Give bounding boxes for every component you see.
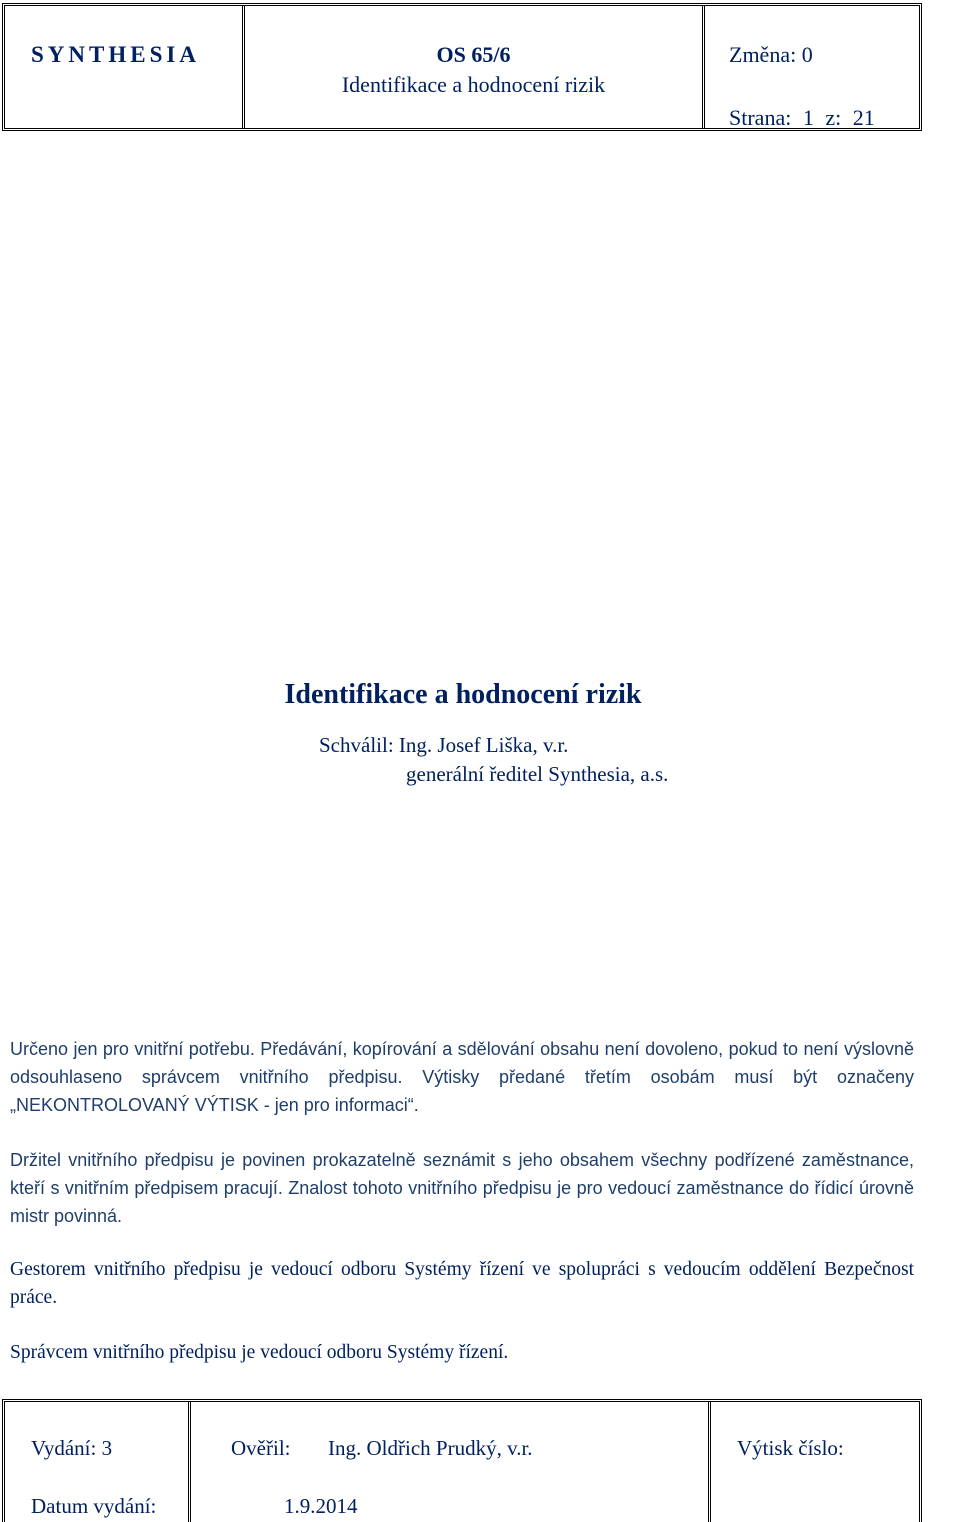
footer-verification-cell <box>191 1402 711 1522</box>
document-footer <box>2 1399 922 1522</box>
holder-duty-paragraph: Držitel vnitřního předpisu je povinen prokazatelně seznámit s jeho obsahem všechny podřízené zaměstnance, kteří s vnitřním předpisem pracují. Znalost tohoto vnitřního předpisu je pro vedoucí zaměstnance do řídicí úrovně mistr povinná. <box>10 1150 914 1226</box>
administrator-paragraph: Správcem vnitřního předpisu je vedoucí odboru Systémy řízení. <box>10 1342 509 1363</box>
usage-notice-paragraph: Určeno jen pro vnitřní potřebu. Předávání, kopírování a sdělování obsahu není dovoleno, pokud to není výslovně odsouhlaseno správcem vnitřního předpisu. Výtisky předané třetím osobám musí být označeny „NEKONTROLOVANÝ VÝTISK - jen pro informaci“. <box>10 1039 914 1115</box>
footer-issue-cell <box>5 1402 191 1522</box>
copy-number-label: Výtisk číslo: <box>737 1436 844 1460</box>
verified-label: Ověřil: <box>231 1436 291 1460</box>
issue-date-label: Datum vydání: <box>31 1494 157 1518</box>
header-company-cell <box>5 6 245 128</box>
issue-date: 1.9.2014 <box>284 1494 358 1518</box>
document-code: OS 65/6 <box>436 42 511 67</box>
footer-copy-cell <box>711 1402 919 1522</box>
change-number: Změna: 0 <box>729 42 813 67</box>
document-subtitle: Identifikace a hodnocení rizik <box>341 72 606 97</box>
header-status-cell <box>705 6 919 128</box>
guarantor-paragraph: Gestorem vnitřního předpisu je vedoucí odboru Systémy řízení ve spolupráci s vedoucím oddělení Bezpečnost práce. <box>10 1259 914 1308</box>
document-header <box>2 3 922 131</box>
approver-role: generální ředitel Synthesia, a.s. <box>406 762 669 786</box>
document-title: Identifikace a hodnocení rizik <box>284 679 642 710</box>
issue-number: Vydání: 3 <box>31 1436 113 1460</box>
approved-by: Schválil: Ing. Josef Liška, v.r. <box>319 733 569 757</box>
header-document-cell <box>245 6 705 128</box>
page-number: Strana: 1 z: 21 <box>729 105 875 130</box>
company-name: SYNTHESIA <box>31 42 200 67</box>
verified-by: Ing. Oldřich Prudký, v.r. <box>328 1436 533 1460</box>
